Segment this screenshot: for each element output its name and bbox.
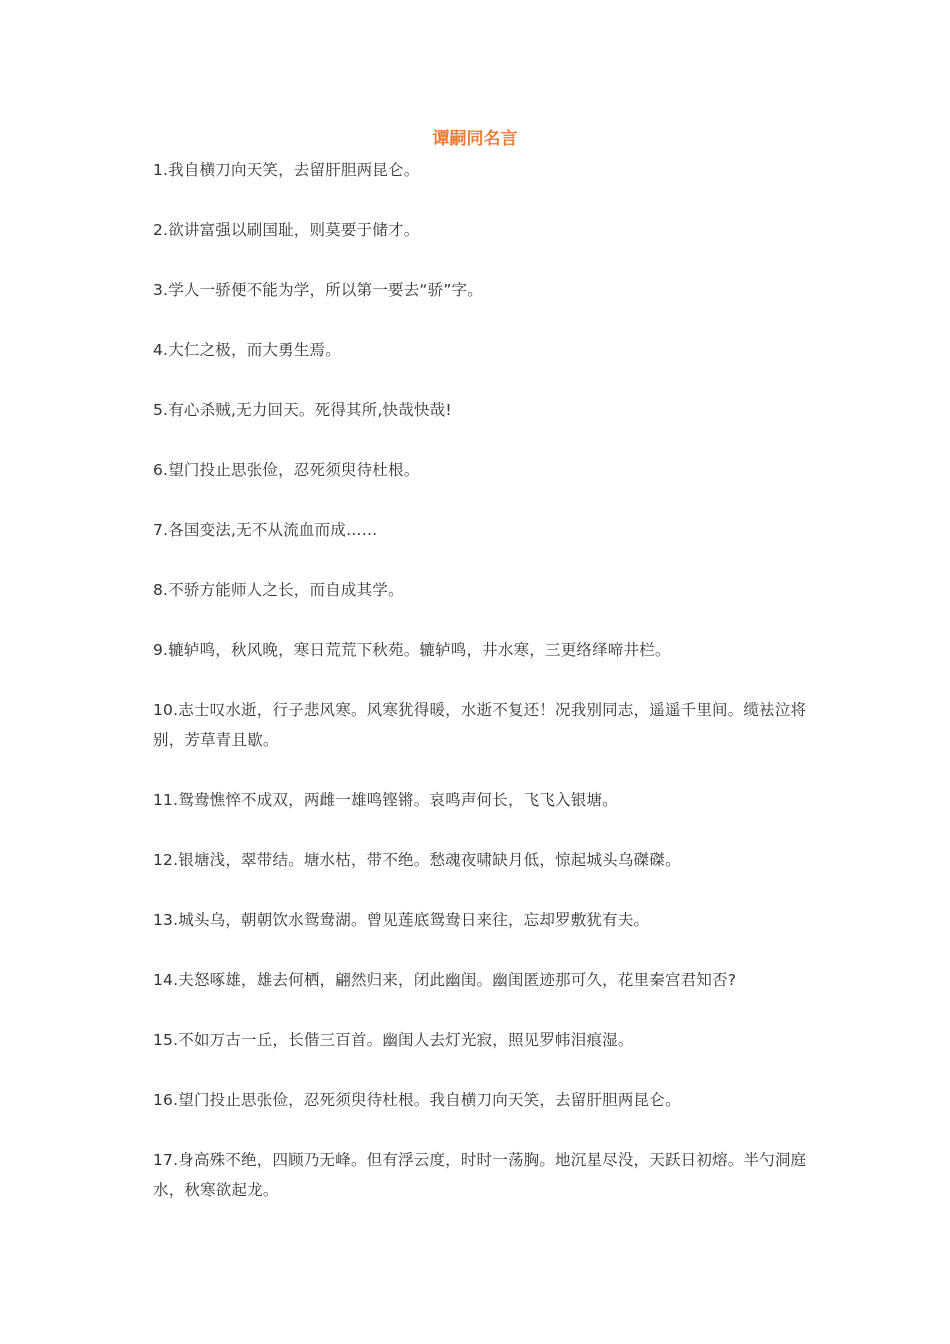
quote-item: 3.学人一骄便不能为学，所以第一要去“骄”字。 (153, 281, 483, 299)
quote-item: 9.辘轳鸣，秋风晚，寒日荒荒下秋苑。辘轳鸣，井水寒，三更络绎啼井栏。 (153, 641, 671, 659)
quote-item: 6.望门投止思张俭，忍死须臾待杜根。 (153, 461, 420, 479)
quote-item: 12.银塘浅，翠带结。塘水枯，带不绝。愁魂夜啸缺月低，惊起城头乌磔磔。 (153, 851, 681, 869)
quote-item: 16.望门投止思张俭，忍死须臾待杜根。我自横刀向天笑，去留肝胆两昆仑。 (153, 1091, 681, 1109)
quote-item: 11.鸳鸯憔悴不成双，两雌一雄鸣铿锵。哀鸣声何长，飞飞入银塘。 (153, 791, 618, 809)
document-title: 谭嗣同名言 (432, 129, 518, 149)
quote-item: 7.各国变法,无不从流血而成…… (153, 521, 378, 539)
quote-item: 13.城头乌，朝朝饮水鸳鸯湖。曾见莲底鸳鸯日来往，忘却罗敷犹有夫。 (153, 911, 650, 929)
quote-item: 14.夫怒啄雄，雄去何栖，翩然归来，闭此幽闺。幽闺匿迹那可久，花里秦宫君知否? (153, 971, 737, 989)
quote-item: 4.大仁之极，而大勇生焉。 (153, 341, 341, 359)
quote-list (153, 155, 813, 1235)
quote-item: 2.欲讲富强以刷国耻，则莫要于储才。 (153, 221, 420, 239)
quote-item: 15.不如万古一丘，长偕三百首。幽闺人去灯光寂，照见罗帏泪痕湿。 (153, 1031, 634, 1049)
quote-item: 8.不骄方能师人之长，而自成其学。 (153, 581, 404, 599)
quote-item: 1.我自横刀向天笑，去留肝胆两昆仑。 (153, 161, 420, 179)
quote-item: 10.志士叹水逝，行子悲风寒。风寒犹得暖，水逝不复还！况我别同志，遥遥千里间。缆袪泣将别，芳草青且歇。 (153, 701, 807, 749)
quote-item: 17.身高殊不绝，四顾乃无峰。但有浮云度，时时一荡胸。地沉星尽没，天跃日初熔。半勺洞庭水，秋寒欲起龙。 (153, 1151, 807, 1199)
quote-item: 5.有心杀贼,无力回天。死得其所,快哉快哉! (153, 401, 452, 419)
